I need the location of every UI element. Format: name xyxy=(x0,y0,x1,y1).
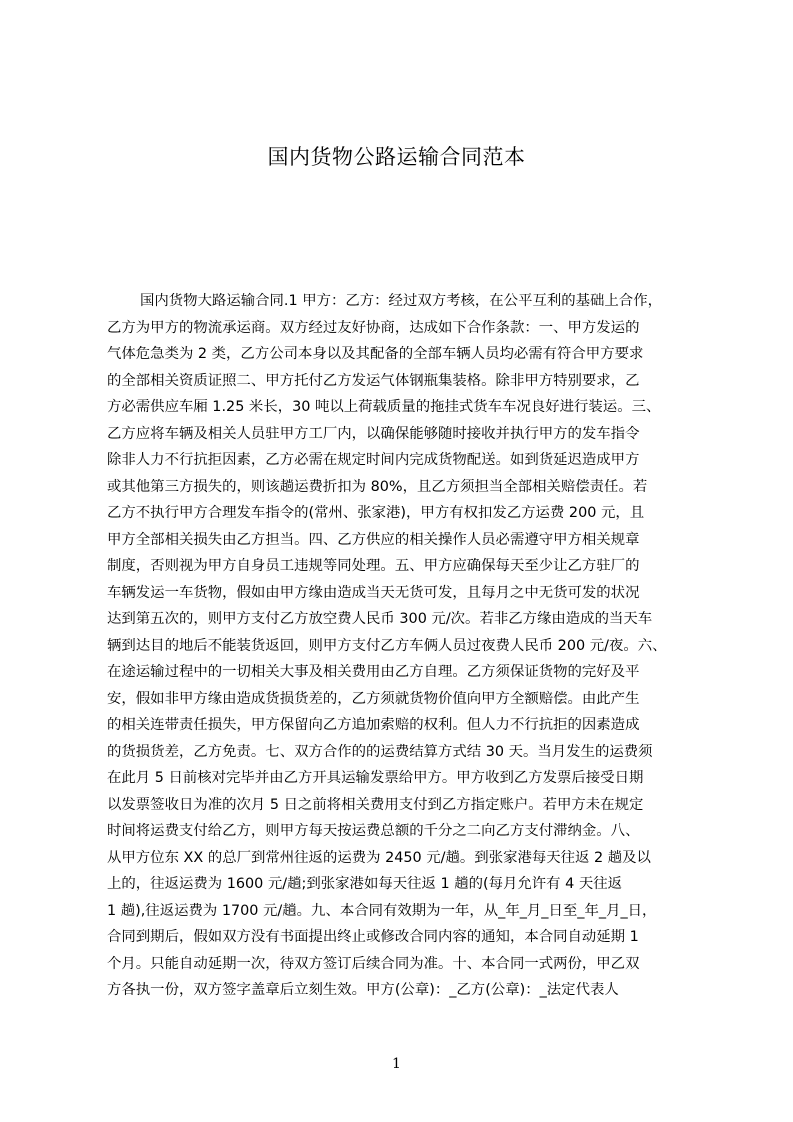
text-line: 制度，否则视为甲方自身员工违规等同处理。五、甲方应确保每天至少让乙方驻厂的 xyxy=(107,558,640,574)
text-line: 的相关连带责任损失，甲方保留向乙方追加索赔的权利。但人力不行抗拒的因素造成 xyxy=(107,717,640,733)
text-line: 乙方为甲方的物流承运商。双方经过友好协商，达成如下合作条款：一、甲方发运的 xyxy=(107,319,640,336)
text-line: 以发票签收日为准的次月 5 日之前将相关费用支付到乙方指定账户。若甲方未在规定 xyxy=(107,796,644,813)
text-line: 时间将运费支付给乙方，则甲方每天按运费总额的千分之二向乙方支付滞纳金。八、 xyxy=(107,823,640,839)
text-line: 国内货物大路运输合同.1 甲方：乙方：经过双方考核，在公平互利的基础上合作， xyxy=(140,293,662,309)
contract-body xyxy=(107,288,707,1004)
text-line: 从甲方位东 XX 的总厂到常州往返的运费为 2450 元/趟。到张家港每天往返 2 趟及以 xyxy=(107,849,651,866)
text-line: 上的，往返运费为 1600 元/趟;到张家港如每天往返 1 趟的(每月允许有 4 天往返 xyxy=(107,876,623,892)
text-line: 乙方不执行甲方合理发车指令的(常州、张家港)，甲方有权扣发乙方运费 200 元，且 xyxy=(107,505,645,521)
text-line: 在此月 5 日前核对完毕并由乙方开具运输发票给甲方。甲方收到乙方发票后接受日期 xyxy=(107,770,644,786)
text-line: 甲方全部相关损失由乙方担当。四、乙方供应的相关操作人员必需遵守甲方相关规章 xyxy=(107,531,640,548)
text-line: 在途运输过程中的一切相关大事及相关费用由乙方自理。乙方须保证货物的完好及平 xyxy=(107,664,640,680)
text-line: 1 趟),往返运费为 1700 元/趟。九、本合同有效期为一年，从_年_月_日至_年_月_日， xyxy=(107,902,657,919)
text-line: 达到第五次的，则甲方支付乙方放空费人民币 300 元/次。若非乙方缘由造成的当天车 xyxy=(107,611,653,627)
text-line: 个月。只能自动延期一次，待双方签订后续合同为准。十、本合同一式两份，甲乙双 xyxy=(107,955,640,972)
text-line: 合同到期后，假如双方没有书面提出终止或修改合同内容的通知，本合同自动延期 1 xyxy=(107,929,639,945)
text-line: 安，假如非甲方缘由造成货损货差的，乙方须就货物价值向甲方全额赔偿。由此产生 xyxy=(107,690,640,707)
page-number: 1 xyxy=(392,1056,401,1072)
text-line: 辆到达目的地后不能装货返回，则甲方支付乙方车俩人员过夜费人民币 200 元/夜。六、 xyxy=(107,637,667,654)
document-title: 国内货物公路运输合同范本 xyxy=(267,145,526,169)
text-line: 乙方应将车辆及相关人员驻甲方工厂内，以确保能够随时接收并执行甲方的发车指令 xyxy=(107,425,640,442)
text-line: 的全部相关资质证照二、甲方托付乙方发运气体钢瓶集装格。除非甲方特别要求，乙 xyxy=(107,372,640,389)
text-line: 除非人力不行抗拒因素，乙方必需在规定时间内完成货物配送。如到货延迟造成甲方 xyxy=(107,452,640,468)
text-line: 方各执一份，双方签字盖章后立刻生效。甲方(公章)：_乙方(公章)：_法定代表人 xyxy=(107,982,619,998)
text-line: 车辆发运一车货物，假如由甲方缘由造成当天无货可发，且每月之中无货可发的状况 xyxy=(107,584,640,601)
text-line: 方必需供应车厢 1.25 米长，30 吨以上荷载质量的拖挂式货车车况良好进行装运。三、 xyxy=(107,399,661,415)
text-line: 的货损货差，乙方免责。七、双方合作的的运费结算方式结 30 天。当月发生的运费须 xyxy=(107,743,653,760)
text-line: 或其他第三方损失的，则该趟运费折扣为 80%，且乙方须担当全部相关赔偿责任。若 xyxy=(107,478,648,495)
text-line: 气体危急类为 2 类，乙方公司本身以及其配备的全部车辆人员均必需有符合甲方要求 xyxy=(107,346,644,362)
